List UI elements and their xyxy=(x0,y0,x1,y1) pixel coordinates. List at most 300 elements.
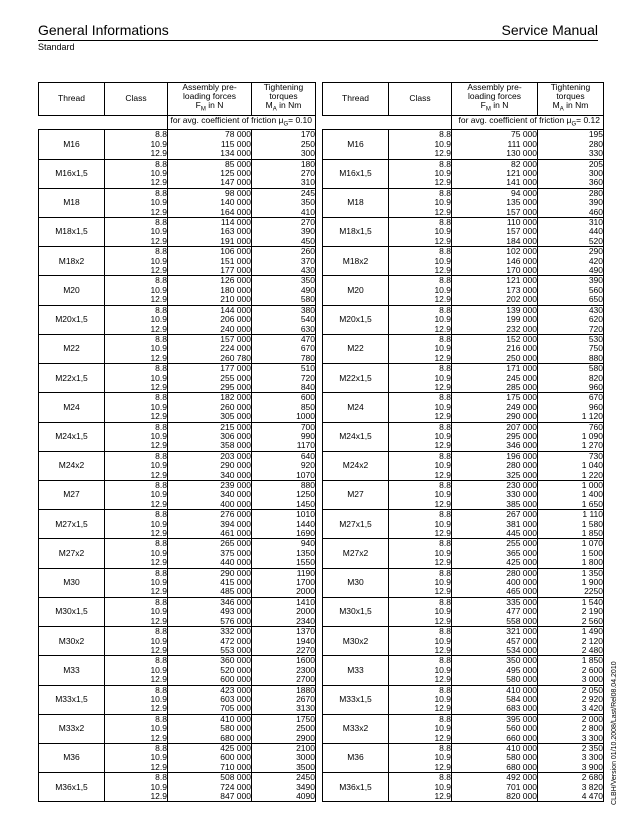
table-row xyxy=(323,451,604,461)
preload-force: 346 000 xyxy=(452,441,538,451)
table-row xyxy=(323,130,604,140)
table-row xyxy=(39,188,316,198)
tightening-torque: 350 xyxy=(252,276,316,286)
property-class: 12.9 xyxy=(105,471,168,481)
table-row xyxy=(323,218,604,228)
thread-size: M27x2 xyxy=(39,539,105,568)
property-class: 8.8 xyxy=(389,393,452,403)
thread-size: M30x1,5 xyxy=(39,597,105,626)
property-class: 10.9 xyxy=(434,197,451,208)
table-row xyxy=(39,510,316,520)
tightening-torque: 2 190 xyxy=(538,607,604,616)
tightening-torque: 3 000 xyxy=(538,675,604,685)
preload-force: 340 000 xyxy=(168,471,252,481)
property-class: 12.9 xyxy=(105,383,168,393)
tightening-torque: 270 xyxy=(252,169,316,178)
property-class: 10.9 xyxy=(150,314,167,325)
property-class: 8.8 xyxy=(105,247,168,257)
thread-size: M33x2 xyxy=(323,714,389,743)
preload-force: 106 000 xyxy=(168,247,252,257)
property-class: 8.8 xyxy=(105,218,168,228)
preload-force: 820 000 xyxy=(452,792,538,802)
property-class: 8.8 xyxy=(389,364,452,374)
preload-force: 140 000 xyxy=(168,198,252,207)
property-class: 10.9 xyxy=(150,226,167,237)
property-class: 8.8 xyxy=(389,481,452,491)
property-class: 8.8 xyxy=(389,334,452,344)
tightening-torque: 380 xyxy=(252,305,316,315)
friction-note: for avg. coefficient of friction $\mu_G= 0.12$ xyxy=(452,115,604,130)
thread-size: M30 xyxy=(323,568,389,597)
tightening-torque: 430 xyxy=(538,305,604,315)
property-class: 12.9 xyxy=(389,734,452,744)
thread-size: M20 xyxy=(39,276,105,305)
preload-force: 151 000 xyxy=(168,257,252,266)
tightening-torque: 2 050 xyxy=(538,685,604,695)
preload-force: 276 000 xyxy=(168,510,252,520)
property-class: 8.8 xyxy=(389,568,452,578)
col-class: Class xyxy=(389,83,452,116)
tightening-torque: 260 xyxy=(252,247,316,257)
property-class: 10.9 xyxy=(150,489,167,500)
property-class: 12.9 xyxy=(389,325,452,335)
tightening-torque: 1370 xyxy=(252,627,316,637)
preload-force: 239 000 xyxy=(168,481,252,491)
tightening-torque: 4 470 xyxy=(538,792,604,802)
tightening-torque: 490 xyxy=(538,266,604,276)
property-class: 10.9 xyxy=(434,752,451,763)
property-class: 12.9 xyxy=(389,704,452,714)
property-class: 12.9 xyxy=(105,354,168,364)
preload-force: 203 000 xyxy=(168,451,252,461)
table-row xyxy=(39,276,316,286)
property-class: 8.8 xyxy=(105,627,168,637)
preload-force: 250 000 xyxy=(452,354,538,364)
table-row xyxy=(39,159,316,169)
preload-force: 465 000 xyxy=(452,587,538,597)
tightening-torque: 460 xyxy=(538,208,604,218)
property-class: 12.9 xyxy=(389,178,452,188)
tightening-torque: 920 xyxy=(252,461,316,470)
thread-size: M27x2 xyxy=(323,539,389,568)
property-class: 12.9 xyxy=(389,295,452,305)
property-class: 10.9 xyxy=(434,401,451,412)
preload-force: 196 000 xyxy=(452,451,538,461)
table-row xyxy=(323,422,604,432)
property-class: 10.9 xyxy=(434,693,451,704)
preload-force: 180 000 xyxy=(168,286,252,295)
tightening-torque: 1 110 xyxy=(538,510,604,520)
table-row xyxy=(323,597,604,607)
preload-force: 141 000 xyxy=(452,178,538,188)
tightening-torque: 1450 xyxy=(252,500,316,510)
table-row xyxy=(323,188,604,198)
thread-size: M33x1,5 xyxy=(323,685,389,714)
col-assembly-forces: Assembly pre- loading forces $F_M$ in N xyxy=(452,83,538,116)
thread-size: M18x2 xyxy=(39,247,105,276)
col-class: Class xyxy=(105,83,168,116)
property-class: 12.9 xyxy=(389,383,452,393)
thread-size: M27 xyxy=(39,481,105,510)
property-class: 12.9 xyxy=(105,617,168,627)
preload-force: 175 000 xyxy=(452,393,538,403)
tightening-torque: 3 300 xyxy=(538,734,604,744)
tightening-torque: 1 800 xyxy=(538,558,604,568)
property-class: 10.9 xyxy=(434,343,451,354)
table-row xyxy=(323,305,604,315)
tightening-torque: 1170 xyxy=(252,441,316,451)
tightening-torque: 1 350 xyxy=(538,568,604,578)
tightening-torque: 2250 xyxy=(538,587,604,597)
header-subtitle: Standard xyxy=(38,42,75,52)
preload-force: 215 000 xyxy=(168,422,252,432)
tightening-torque: 2670 xyxy=(252,695,316,704)
tightening-torque: 170 xyxy=(252,130,316,140)
preload-force: 260 000 xyxy=(168,403,252,412)
property-class: 10.9 xyxy=(150,752,167,763)
thread-size: M22 xyxy=(323,334,389,363)
torque-table-right xyxy=(322,82,604,802)
preload-force: 385 000 xyxy=(452,500,538,510)
tightening-torque: 580 xyxy=(252,295,316,305)
preload-force: 660 000 xyxy=(452,734,538,744)
tightening-torque: 390 xyxy=(252,227,316,236)
property-class: 12.9 xyxy=(105,266,168,276)
tightening-torque: 310 xyxy=(252,178,316,188)
property-class: 10.9 xyxy=(150,693,167,704)
torque-table-left xyxy=(38,82,316,802)
preload-force: 603 000 xyxy=(168,695,252,704)
property-class: 12.9 xyxy=(389,354,452,364)
preload-force: 121 000 xyxy=(452,276,538,286)
preload-force: 395 000 xyxy=(452,714,538,724)
property-class: 8.8 xyxy=(105,743,168,753)
table-row xyxy=(323,714,604,724)
preload-force: 847 000 xyxy=(168,792,252,802)
tightening-torque: 1 650 xyxy=(538,500,604,510)
property-class: 10.9 xyxy=(150,547,167,558)
tightening-torque: 780 xyxy=(252,354,316,364)
thread-size: M33 xyxy=(39,656,105,685)
preload-force: 365 000 xyxy=(452,549,538,558)
table-row xyxy=(323,334,604,344)
tightening-torque: 2300 xyxy=(252,666,316,675)
preload-force: 410 000 xyxy=(452,743,538,753)
property-class: 10.9 xyxy=(150,460,167,471)
tightening-torque: 1750 xyxy=(252,714,316,724)
tightening-torque: 430 xyxy=(252,266,316,276)
tightening-torque: 280 xyxy=(538,140,604,149)
table-row xyxy=(323,276,604,286)
preload-force: 85 000 xyxy=(168,159,252,169)
tightening-torque: 2 000 xyxy=(538,714,604,724)
property-class: 12.9 xyxy=(389,149,452,159)
preload-force: 182 000 xyxy=(168,393,252,403)
tightening-torque: 620 xyxy=(538,315,604,324)
table-row xyxy=(39,568,316,578)
col-thread: Thread xyxy=(323,83,389,116)
property-class: 12.9 xyxy=(389,412,452,422)
preload-force: 415 000 xyxy=(168,578,252,587)
preload-force: 423 000 xyxy=(168,685,252,695)
preload-force: 305 000 xyxy=(168,412,252,422)
preload-force: 224 000 xyxy=(168,344,252,353)
table-row xyxy=(323,743,604,753)
property-class: 12.9 xyxy=(105,675,168,685)
preload-force: 265 000 xyxy=(168,539,252,549)
property-class: 10.9 xyxy=(150,430,167,441)
tightening-torque: 1600 xyxy=(252,656,316,666)
property-class: 12.9 xyxy=(389,208,452,218)
thread-size: M16x1,5 xyxy=(323,159,389,188)
tightening-torque: 2270 xyxy=(252,646,316,656)
preload-force: 332 000 xyxy=(168,627,252,637)
thread-size: M16x1,5 xyxy=(39,159,105,188)
preload-force: 82 000 xyxy=(452,159,538,169)
tightening-torque: 730 xyxy=(538,451,604,461)
table-row xyxy=(39,656,316,666)
tightening-torque: 1 580 xyxy=(538,520,604,529)
property-class: 10.9 xyxy=(434,255,451,266)
thread-size: M20x1,5 xyxy=(323,305,389,334)
thread-size: M20x1,5 xyxy=(39,305,105,334)
tightening-torque: 250 xyxy=(252,140,316,149)
tightening-torque: 1 090 xyxy=(538,432,604,441)
preload-force: 290 000 xyxy=(168,461,252,470)
tightening-torque: 1070 xyxy=(252,471,316,481)
preload-force: 134 000 xyxy=(168,149,252,159)
property-class: 8.8 xyxy=(389,539,452,549)
preload-force: 580 000 xyxy=(168,724,252,733)
tightening-torque: 470 xyxy=(252,334,316,344)
thread-size: M27x1,5 xyxy=(323,510,389,539)
thread-size: M36x1,5 xyxy=(39,773,105,802)
tightening-torque: 1440 xyxy=(252,520,316,529)
tightening-torque: 2 480 xyxy=(538,646,604,656)
header-section-title: General Informations xyxy=(38,22,169,38)
preload-force: 280 000 xyxy=(452,461,538,470)
preload-force: 255 000 xyxy=(168,374,252,383)
table-row xyxy=(39,130,316,140)
tightening-torque: 360 xyxy=(538,178,604,188)
tightening-torque: 700 xyxy=(252,422,316,432)
property-class: 8.8 xyxy=(389,627,452,637)
preload-force: 249 000 xyxy=(452,403,538,412)
thread-size: M20 xyxy=(323,276,389,305)
tightening-torque: 1 270 xyxy=(538,441,604,451)
preload-force: 285 000 xyxy=(452,383,538,393)
property-class: 10.9 xyxy=(150,343,167,354)
table-row xyxy=(39,773,316,783)
preload-force: 126 000 xyxy=(168,276,252,286)
thread-size: M36 xyxy=(323,743,389,772)
thread-size: M27 xyxy=(323,481,389,510)
tightening-torque: 3 420 xyxy=(538,704,604,714)
preload-force: 232 000 xyxy=(452,325,538,335)
tightening-torque: 640 xyxy=(252,451,316,461)
col-thread: Thread xyxy=(39,83,105,116)
preload-force: 255 000 xyxy=(452,539,538,549)
property-class: 10.9 xyxy=(434,284,451,295)
tightening-torque: 510 xyxy=(252,364,316,374)
preload-force: 375 000 xyxy=(168,549,252,558)
preload-force: 177 000 xyxy=(168,266,252,276)
tightening-torque: 310 xyxy=(538,218,604,228)
tightening-torque: 1 850 xyxy=(538,529,604,539)
property-class: 8.8 xyxy=(105,130,168,140)
property-class: 8.8 xyxy=(389,773,452,783)
preload-force: 584 000 xyxy=(452,695,538,704)
property-class: 8.8 xyxy=(389,714,452,724)
preload-force: 330 000 xyxy=(452,490,538,499)
tightening-torque: 820 xyxy=(538,374,604,383)
tightening-torque: 1 900 xyxy=(538,578,604,587)
page-header xyxy=(38,22,598,38)
preload-force: 346 000 xyxy=(168,597,252,607)
tightening-torque: 1350 xyxy=(252,549,316,558)
tightening-torque: 450 xyxy=(252,237,316,247)
thread-size: M33x1,5 xyxy=(39,685,105,714)
tightening-torque: 270 xyxy=(252,218,316,228)
property-class: 8.8 xyxy=(389,218,452,228)
tightening-torque: 2 680 xyxy=(538,773,604,783)
tightening-torque: 840 xyxy=(252,383,316,393)
table-row xyxy=(39,451,316,461)
preload-force: 135 000 xyxy=(452,198,538,207)
property-class: 10.9 xyxy=(434,577,451,588)
property-class: 8.8 xyxy=(105,656,168,666)
tightening-torque: 1940 xyxy=(252,637,316,646)
tightening-torque: 1 850 xyxy=(538,656,604,666)
property-class: 12.9 xyxy=(389,617,452,627)
preload-force: 202 000 xyxy=(452,295,538,305)
property-class: 10.9 xyxy=(434,489,451,500)
tightening-torque: 1880 xyxy=(252,685,316,695)
property-class: 12.9 xyxy=(389,675,452,685)
property-class: 12.9 xyxy=(105,500,168,510)
property-class: 12.9 xyxy=(389,441,452,451)
property-class: 8.8 xyxy=(105,568,168,578)
tightening-torque: 2450 xyxy=(252,773,316,783)
thread-size: M18x1,5 xyxy=(39,218,105,247)
preload-force: 701 000 xyxy=(452,783,538,792)
preload-force: 600 000 xyxy=(168,753,252,762)
preload-force: 144 000 xyxy=(168,305,252,315)
preload-force: 710 000 xyxy=(168,763,252,773)
tightening-torque: 3000 xyxy=(252,753,316,762)
property-class: 8.8 xyxy=(389,743,452,753)
preload-force: 680 000 xyxy=(168,734,252,744)
property-class: 12.9 xyxy=(105,412,168,422)
table-row xyxy=(323,773,604,783)
table-row xyxy=(323,539,604,549)
property-class: 8.8 xyxy=(105,539,168,549)
property-class: 8.8 xyxy=(105,159,168,169)
version-note: CLBH/Version 01/10.2008/Last/Rel08.04.2010 xyxy=(611,661,618,805)
tightening-torque: 720 xyxy=(252,374,316,383)
property-class: 8.8 xyxy=(389,656,452,666)
property-class: 10.9 xyxy=(150,401,167,412)
preload-force: 335 000 xyxy=(452,597,538,607)
property-class: 10.9 xyxy=(150,606,167,617)
property-class: 10.9 xyxy=(150,635,167,646)
preload-force: 75 000 xyxy=(452,130,538,140)
preload-force: 245 000 xyxy=(452,374,538,383)
property-class: 12.9 xyxy=(105,704,168,714)
property-class: 8.8 xyxy=(105,714,168,724)
preload-force: 440 000 xyxy=(168,558,252,568)
property-class: 8.8 xyxy=(389,130,452,140)
table-row xyxy=(323,568,604,578)
property-class: 8.8 xyxy=(105,773,168,783)
preload-force: 394 000 xyxy=(168,520,252,529)
preload-force: 290 000 xyxy=(452,412,538,422)
preload-force: 472 000 xyxy=(168,637,252,646)
tightening-torque: 410 xyxy=(252,208,316,218)
thread-size: M18 xyxy=(39,188,105,217)
preload-force: 410 000 xyxy=(168,714,252,724)
table-row xyxy=(39,422,316,432)
property-class: 10.9 xyxy=(150,372,167,383)
preload-force: 410 000 xyxy=(452,685,538,695)
preload-force: 98 000 xyxy=(168,188,252,198)
preload-force: 520 000 xyxy=(168,666,252,675)
preload-force: 125 000 xyxy=(168,169,252,178)
tightening-torque: 760 xyxy=(538,422,604,432)
tightening-torque: 1 040 xyxy=(538,461,604,470)
property-class: 10.9 xyxy=(434,226,451,237)
preload-force: 558 000 xyxy=(452,617,538,627)
thread-size: M36 xyxy=(39,743,105,772)
tightening-torque: 650 xyxy=(538,295,604,305)
property-class: 8.8 xyxy=(389,247,452,257)
thread-size: M18 xyxy=(323,188,389,217)
property-class: 8.8 xyxy=(105,188,168,198)
tightening-torque: 300 xyxy=(252,149,316,159)
tightening-torque: 370 xyxy=(252,257,316,266)
property-class: 10.9 xyxy=(150,284,167,295)
table-row xyxy=(323,364,604,374)
table-row xyxy=(39,685,316,695)
preload-force: 164 000 xyxy=(168,208,252,218)
friction-note: for avg. coefficient of friction $\mu_G= 0.10$ xyxy=(168,115,316,130)
property-class: 10.9 xyxy=(150,138,167,149)
preload-force: 184 000 xyxy=(452,237,538,247)
property-class: 8.8 xyxy=(105,364,168,374)
tightening-torque: 180 xyxy=(252,159,316,169)
preload-force: 600 000 xyxy=(168,675,252,685)
tightening-torque: 1250 xyxy=(252,490,316,499)
preload-force: 457 000 xyxy=(452,637,538,646)
tightening-torque: 560 xyxy=(538,286,604,295)
property-class: 12.9 xyxy=(389,237,452,247)
property-class: 10.9 xyxy=(434,635,451,646)
tightening-torque: 3500 xyxy=(252,763,316,773)
property-class: 8.8 xyxy=(389,188,452,198)
tightening-torque: 2 800 xyxy=(538,724,604,733)
property-class: 8.8 xyxy=(105,451,168,461)
preload-force: 381 000 xyxy=(452,520,538,529)
table-row xyxy=(323,510,604,520)
tightening-torque: 2 560 xyxy=(538,617,604,627)
preload-force: 493 000 xyxy=(168,607,252,616)
tightening-torque: 880 xyxy=(538,354,604,364)
tightening-torque: 940 xyxy=(252,539,316,549)
preload-force: 216 000 xyxy=(452,344,538,353)
thread-size: M24x2 xyxy=(39,451,105,480)
thread-size: M22 xyxy=(39,334,105,363)
preload-force: 163 000 xyxy=(168,227,252,236)
